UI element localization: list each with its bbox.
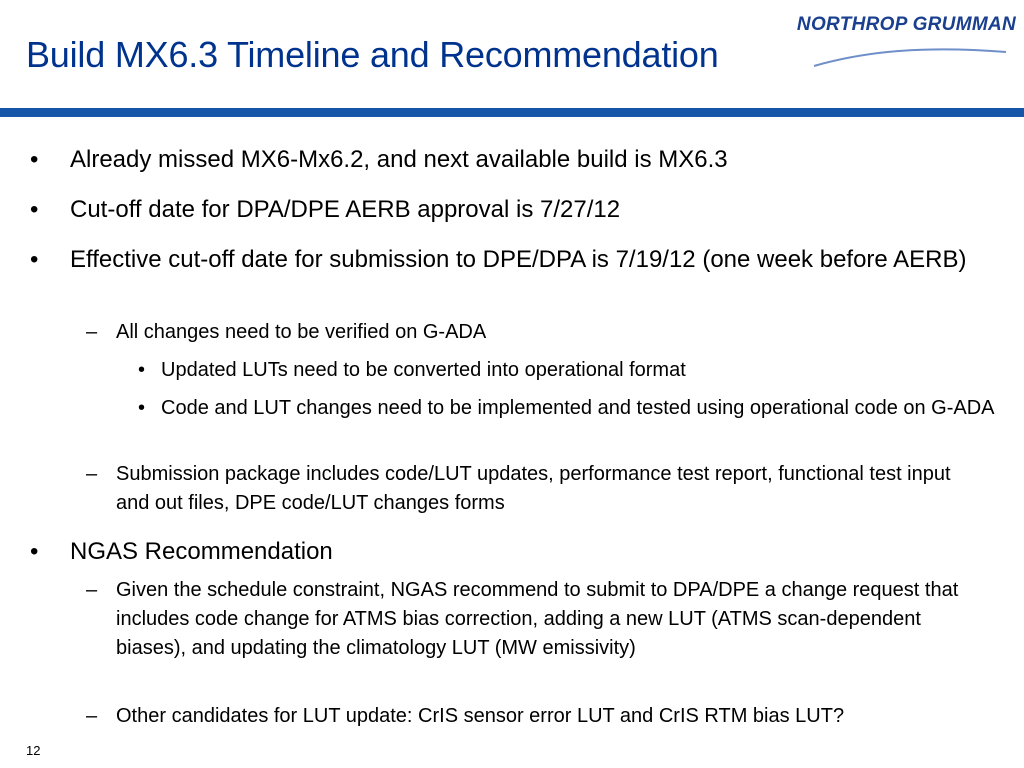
page-number: 12 (26, 743, 41, 758)
bullet-marker: • (30, 538, 39, 565)
northrop-grumman-logo (790, 14, 1020, 64)
bullet-marker: • (30, 196, 39, 223)
logo-swoosh-icon (810, 30, 1010, 70)
sub-sub-bullet-text: Updated LUTs need to be converted into operational format (161, 359, 686, 381)
dash-marker: – (86, 321, 98, 343)
sub-bullet-item (86, 318, 986, 347)
bullet-item (30, 144, 990, 176)
sub-sub-bullet-item (138, 356, 998, 385)
bullet-text: NGAS Recommendation (70, 538, 333, 565)
sub-bullet-item (86, 460, 986, 518)
bullet-text: Already missed MX6-Mx6.2, and next available build is MX6.3 (70, 146, 728, 173)
bullet-marker: • (138, 397, 146, 419)
sub-bullet-text: All changes need to be verified on G-ADA (116, 321, 487, 343)
title-divider (0, 108, 1024, 117)
dash-marker: – (86, 463, 98, 485)
bullet-item (30, 536, 990, 568)
bullet-marker: • (30, 146, 39, 173)
bullet-text: Effective cut-off date for submission to DPE/DPA is 7/19/12 (one week before AERB) (70, 246, 967, 273)
slide-title: Build MX6.3 Timeline and Recommendation (26, 34, 719, 75)
bullet-text: Cut-off date for DPA/DPE AERB approval is 7/27/12 (70, 196, 621, 223)
bullet-marker: • (138, 359, 146, 381)
sub-sub-bullet-text: Code and LUT changes need to be implemented and tested using operational code on G-ADA (161, 397, 995, 419)
bullet-marker: • (30, 246, 39, 273)
sub-sub-bullet-item (138, 394, 998, 423)
bullet-item (30, 244, 980, 276)
sub-bullet-item (86, 576, 996, 663)
bullet-item (30, 194, 990, 226)
sub-bullet-text: Other candidates for LUT update: CrIS sensor error LUT and CrIS RTM bias LUT? (116, 705, 845, 727)
logo-text: NORTHROP GRUMMAN (796, 14, 1016, 35)
dash-marker: – (86, 705, 98, 727)
sub-bullet-item (86, 702, 1006, 731)
sub-bullet-text: Submission package includes code/LUT updates, performance test report, functional test input and out files, DPE code/LUT changes forms (116, 463, 951, 514)
dash-marker: – (86, 579, 98, 601)
sub-bullet-text: Given the schedule constraint, NGAS recommend to submit to DPA/DPE a change request that includes code change for ATMS bias correction, adding a new LUT (ATMS scan-dependent biases), and updating the climatology LUT (MW emissivity) (116, 579, 959, 659)
